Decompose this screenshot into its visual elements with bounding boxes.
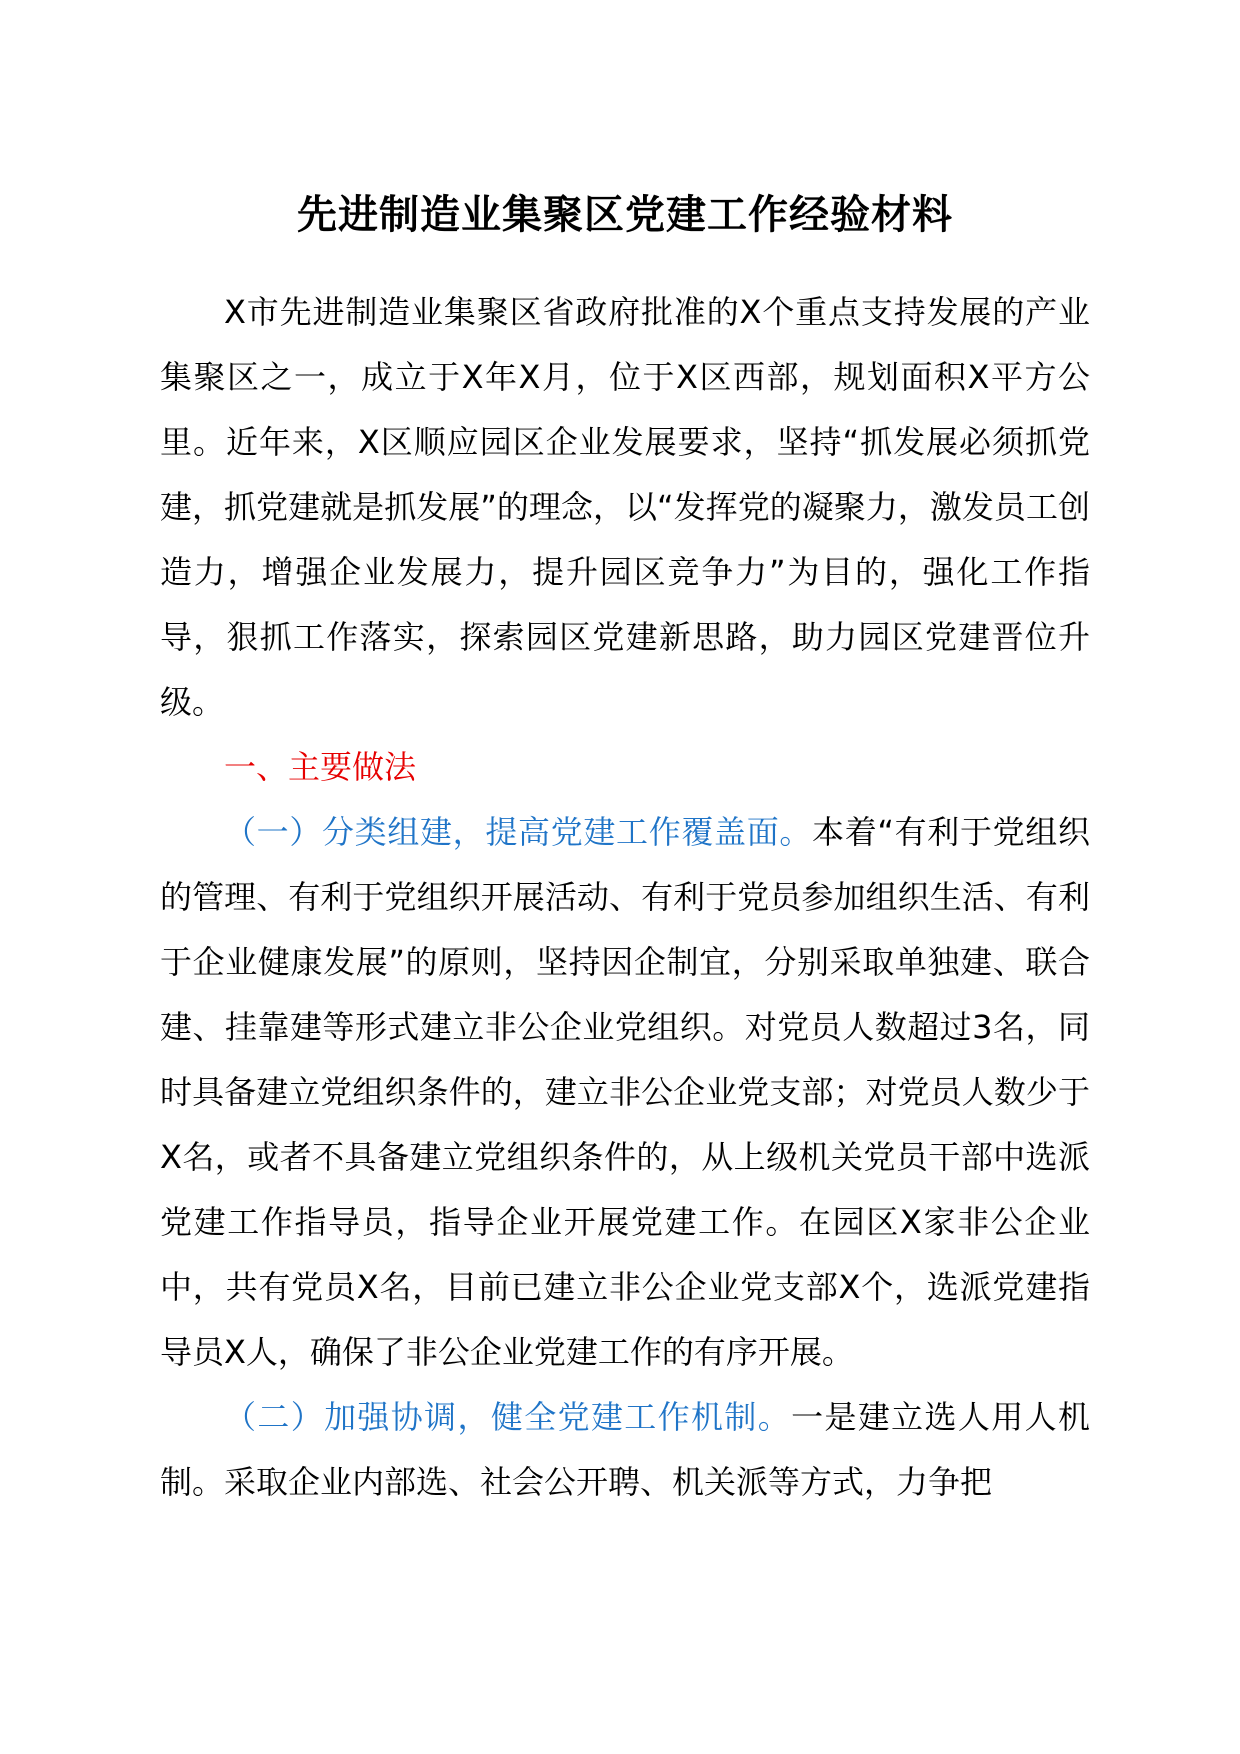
intro-paragraph: X市先进制造业集聚区省政府批准的X个重点支持发展的产业集聚区之一，成立于X年X月，位于X区西部，规划面积X平方公里。近年来，X区顺应园区企业发展要求，坚持“抓发展必须抓党建，抓党建就是抓发展”的理念，以“发挥党的凝聚力，激发员工创造力，增强企业发展力，提升园区竞争力”为目的，强化工作指导，狠抓工作落实，探索园区党建新思路，助力园区党建晋位升级。 — [160, 293, 1090, 721]
document-title: 先进制造业集聚区党建工作经验材料 — [297, 192, 953, 238]
subsection-1-paragraph — [160, 800, 1090, 1385]
section-heading — [160, 735, 1090, 800]
subsection-2-body: 一是建立选人用人机制。采取企业内部选、社会公开聘、机关派等方式，力争把 — [160, 1398, 1090, 1501]
subsection-2-heading: （二）加强协调，健全党建工作机制。 — [224, 1398, 792, 1436]
subsection-1-body: 本着“有利于党组织的管理、有利于党组织开展活动、有利于党员参加组织生活、有利于企业健康发展”的原则，坚持因企制宜，分别采取单独建、联合建、挂靠建等形式建立非公企业党组织。对党员人数超过3名，同时具备建立党组织条件的，建立非公企业党支部；对党员人数少于X名，或者不具备建立党组织条件的，从上级机关党员干部中选派党建工作指导员，指导企业开展党建工作。在园区X家非公企业中，共有党员X名，目前已建立非公企业党支部X个，选派党建指导员X人，确保了非公企业党建工作的有序开展。 — [160, 813, 1090, 1371]
subsection-2-paragraph — [160, 1385, 1090, 1515]
document-content — [160, 190, 1090, 1515]
section-heading-text: 一、主要做法 — [224, 748, 417, 786]
subsection-1-heading: （一）分类组建，提高党建工作覆盖面。 — [224, 813, 813, 851]
